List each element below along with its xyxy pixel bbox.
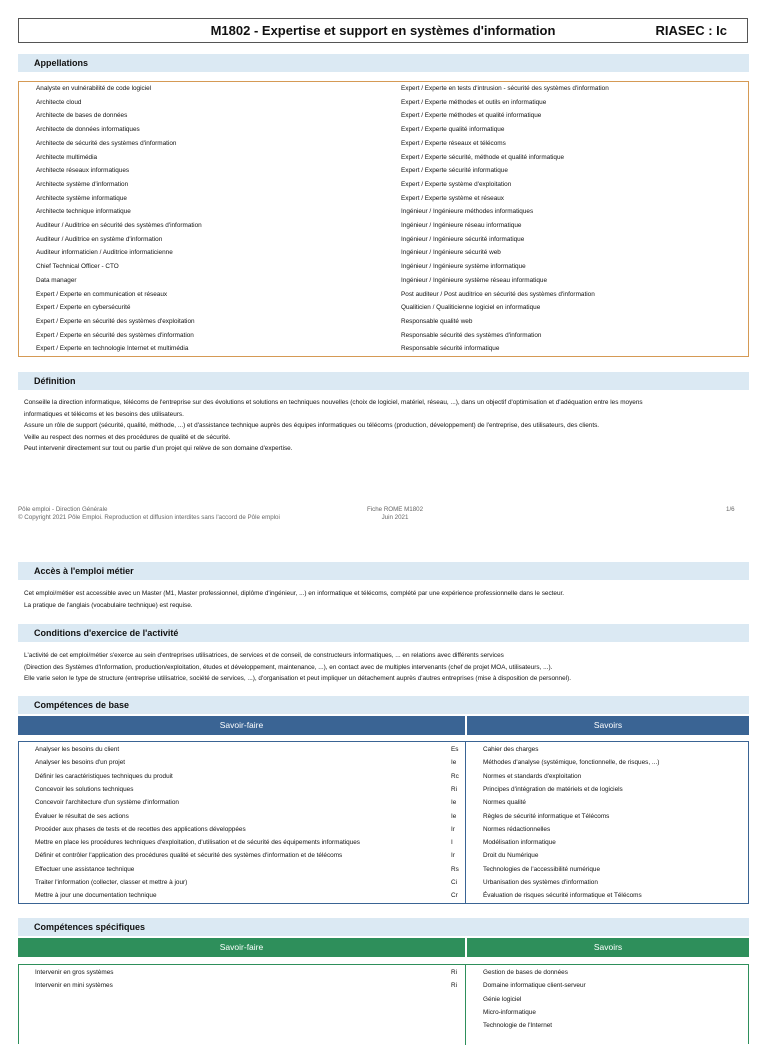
savoir-faire-item: Analyser les besoins du client — [35, 746, 120, 753]
section-definition-heading: Définition — [18, 372, 749, 390]
definition-line: informatiques et télécoms et les besoins des utilisateurs. — [24, 410, 184, 418]
spec-savoir-faire-header: Savoir-faire — [18, 938, 465, 957]
riasec-code-cell: Ri — [451, 969, 458, 976]
savoir-faire-item: Définir et contrôler l'application des procédures qualité et sécurité des systèmes d'information et de télécoms — [35, 852, 343, 860]
appellation-item: Expert / Experte en cybersécurité — [36, 304, 131, 312]
conditions-text — [24, 650, 744, 685]
savoir-item: Évaluation de risques sécurité informatique et Télécoms — [483, 892, 642, 900]
page-header — [18, 18, 748, 43]
appellations-right-column — [401, 82, 609, 356]
riasec-code-cell: Ir — [451, 825, 455, 833]
appellation-item: Ingénieur / Ingénieure système réseau informatique — [401, 276, 548, 284]
section-acces-heading: Accès à l'emploi métier — [18, 562, 749, 580]
riasec-code-cell: Ie — [451, 799, 457, 807]
riasec-code-cell: Es — [451, 746, 459, 753]
savoir-faire-item: Effectuer une assistance technique — [35, 865, 135, 873]
savoir-item: Règles de sécurité informatique et Télécoms — [483, 812, 610, 820]
section-appellations-heading: Appellations — [18, 54, 749, 72]
riasec-code-cell: Ir — [451, 852, 455, 860]
savoir-item: Normes rédactionnelles — [483, 825, 551, 833]
appellation-item: Architecte multimédia — [36, 153, 98, 161]
savoir-item: Modélisation informatique — [483, 839, 556, 847]
savoir-item: Micro-informatique — [483, 1008, 536, 1016]
savoir-item: Méthodes d'analyse (systémique, fonctionnelle, de risques, ...) — [483, 759, 660, 767]
spec-competences-table — [18, 964, 749, 1044]
acces-text — [24, 588, 744, 611]
definition-line: Peut intervenir directement sur tout ou partie d'un projet qui relève de son domaine d'expertise. — [24, 445, 293, 453]
appellation-item: Expert / Experte réseaux et télécoms — [401, 139, 506, 147]
section-conditions-heading: Conditions d'exercice de l'activité — [18, 624, 749, 642]
appellation-item: Ingénieur / Ingénieure système informatique — [401, 263, 526, 271]
riasec-code-cell: Cr — [451, 892, 458, 900]
appellation-item: Expert / Experte en tests d'intrusion - sécurité des systèmes d'information — [401, 85, 609, 92]
footer-page-number: 1/6 — [726, 506, 735, 513]
appellations-box — [18, 81, 749, 357]
savoir-faire-item: Évaluer le résultat de ses actions — [35, 812, 129, 820]
acces-line: La pratique de l'anglais (vocabulaire technique) est requise. — [24, 601, 193, 609]
appellations-left-column — [36, 82, 202, 356]
riasec-code-cell: I — [451, 839, 453, 847]
acces-line: Cet emploi/métier est accessible avec un Master (M1, Master professionnel, diplôme d'ingénieur, ...) en informatique et télécoms, complété par une expérience professionnelle dans le secteur. — [24, 590, 565, 597]
page-title: M1802 - Expertise et support en systèmes d'information — [210, 23, 556, 38]
footer-fiche: Fiche ROME M1802 — [366, 506, 424, 513]
appellation-item: Expert / Experte méthodes et qualité informatique — [401, 112, 542, 120]
savoir-item: Principes d'intégration de matériels et de logiciels — [483, 785, 623, 793]
definition-line: Conseille la direction informatique, télécoms de l'entreprise sur des évolutions et solutions en techniques nouvelles (choix de logiciel, matériel, réseau, ...), dans un objectif d'optimisation et d'adéquation entre les moyens — [24, 399, 643, 406]
riasec-code-cell: Ci — [451, 879, 458, 886]
savoir-faire-item: Mettre en place les procédures techniques d'exploitation, d'utilisation et de sécurité des équipements informatiques — [35, 839, 361, 847]
footer-left — [18, 506, 280, 521]
savoir-item: Génie logiciel — [483, 995, 522, 1003]
appellation-item: Expert / Experte méthodes et outils en informatique — [401, 98, 547, 106]
savoir-faire-item: Mettre à jour une documentation technique — [35, 892, 157, 900]
section-competences-base-heading: Compétences de base — [18, 696, 749, 714]
appellation-item: Ingénieur / Ingénieure réseau informatique — [401, 222, 522, 230]
savoir-faire-item: Procéder aux phases de tests et de recettes des applications développées — [35, 825, 246, 833]
appellation-item: Responsable qualité web — [401, 317, 473, 325]
appellation-item: Architecte réseaux informatiques — [36, 167, 130, 175]
footer-org: Pôle emploi - Direction Générale — [18, 506, 108, 513]
footer-copyright: © Copyright 2021 Pôle Emploi. Reproduction et diffusion interdites sans l'accord de Pôle emploi — [18, 513, 280, 521]
appellation-item: Ingénieur / Ingénieure sécurité web — [401, 249, 501, 257]
savoir-faire-item: Concevoir l'architecture d'un système d'information — [35, 799, 179, 807]
definition-line: Veille au respect des normes et des procédures de qualité et de sécurité. — [24, 433, 231, 441]
appellation-item: Responsable sécurité des systèmes d'information — [401, 331, 542, 339]
definition-line: Assure un rôle de support (sécurité, qualité, méthode, ...) et d'assistance technique auprès des équipes informatiques ou télécoms (production, développement) de l'entreprise, des utilisateurs, des clients. — [24, 422, 600, 430]
appellation-item: Ingénieur / Ingénieure méthodes informatiques — [401, 208, 534, 216]
savoir-item: Cahier des charges — [483, 746, 539, 753]
appellation-item: Expert / Experte système et réseaux — [401, 194, 505, 202]
appellation-item: Architecte système informatique — [36, 194, 127, 202]
savoir-item: Droit du Numérique — [483, 852, 539, 860]
savoir-faire-item: Traiter l'information (collecter, classer et mettre à jour) — [35, 879, 188, 886]
appellation-item: Chief Technical Officer - CTO — [36, 263, 119, 271]
appellation-item: Architecte de données informatiques — [36, 126, 140, 134]
conditions-line: L'activité de cet emploi/métier s'exerce au sein d'entreprises utilisatrices, de services et de conseil, de constructeurs informatiques, ... en relations avec différents services — [24, 652, 504, 659]
appellation-item: Architecte cloud — [36, 98, 82, 106]
appellation-item: Analyste en vulnérabilité de code logiciel — [36, 85, 152, 92]
savoir-faire-item: Concevoir les solutions techniques — [35, 785, 134, 793]
base-competences-table — [18, 741, 749, 904]
riasec-code: RIASEC : Ic — [655, 23, 727, 38]
conditions-line: Elle varie selon le type de structure (entreprise utilisatrice, société de services, ...), d'organisation et peut impliquer un détachement auprès d'autres entreprises (mise à disposition de personnel). — [24, 675, 571, 683]
appellation-item: Expert / Experte système d'exploitation — [401, 180, 512, 188]
footer-date: Juin 2021 — [381, 513, 409, 521]
riasec-code-cell: Ie — [451, 759, 457, 767]
savoir-faire-item: Intervenir en mini systèmes — [35, 982, 113, 990]
appellation-item: Expert / Experte en sécurité des systèmes d'exploitation — [36, 317, 195, 325]
appellation-item: Architecte système d'information — [36, 180, 129, 188]
riasec-code-cell: Rc — [451, 772, 459, 780]
appellation-item: Auditeur / Auditrice en sécurité des systèmes d'information — [36, 222, 202, 230]
appellation-item: Expert / Experte qualité informatique — [401, 126, 505, 134]
savoir-faire-item: Intervenir en gros systèmes — [35, 969, 114, 976]
appellation-item: Expert / Experte en sécurité des systèmes d'information — [36, 331, 194, 339]
savoir-item: Technologies de l'accessibilité numérique — [483, 865, 601, 873]
savoir-item: Urbanisation des systèmes d'information — [483, 879, 598, 886]
appellation-item: Architecte de sécurité des systèmes d'information — [36, 139, 177, 147]
riasec-code-cell: Ie — [451, 812, 457, 820]
conditions-line: (Direction des Systèmes d'Information, production/exploitation, études et développement, maintenance, ...), en contact avec de multiples intervenants (chef de projet MOA, utilisateurs, ...). — [24, 663, 553, 671]
savoir-item: Normes qualité — [483, 799, 526, 807]
base-savoir-faire-header: Savoir-faire — [18, 716, 465, 735]
appellation-item: Auditeur informaticien / Auditrice informaticienne — [36, 249, 173, 257]
savoir-item: Domaine informatique client-serveur — [483, 982, 586, 990]
appellation-item: Expert / Experte sécurité informatique — [401, 167, 508, 175]
appellation-item: Architecte technique informatique — [36, 208, 131, 216]
definition-text — [24, 397, 744, 455]
savoir-faire-item: Analyser les besoins d'un projet — [35, 759, 126, 767]
savoir-faire-item: Définir les caractéristiques techniques du produit — [35, 772, 173, 780]
appellation-item: Expert / Experte sécurité, méthode et qualité informatique — [401, 153, 565, 161]
spec-savoirs-header: Savoirs — [467, 938, 749, 957]
savoir-item: Normes et standards d'exploitation — [483, 772, 582, 780]
section-competences-specifiques-heading: Compétences spécifiques — [18, 918, 749, 936]
base-table-divider — [465, 742, 466, 903]
savoir-item: Gestion de bases de données — [483, 969, 568, 976]
riasec-code-cell: Ri — [451, 982, 458, 990]
appellation-item: Data manager — [36, 276, 77, 284]
appellation-item: Responsable sécurité informatique — [401, 345, 500, 353]
appellation-item: Architecte de bases de données — [36, 112, 128, 120]
appellation-item: Expert / Experte en communication et réseaux — [36, 290, 168, 298]
base-savoirs-header: Savoirs — [467, 716, 749, 735]
appellation-item: Auditeur / Auditrice en système d'information — [36, 235, 163, 243]
savoir-item: Technologie de l'Internet — [483, 1022, 553, 1030]
appellation-item: Post auditeur / Post auditrice en sécurité des systèmes d'information — [401, 290, 595, 298]
appellation-item: Qualiticien / Qualiticienne logiciel en informatique — [401, 304, 541, 312]
appellation-item: Expert / Experte en technologie Internet et multimédia — [36, 345, 189, 353]
appellation-item: Ingénieur / Ingénieure sécurité informatique — [401, 235, 525, 243]
footer-center — [360, 506, 430, 521]
riasec-code-cell: Ri — [451, 785, 458, 793]
riasec-code-cell: Rs — [451, 865, 459, 873]
spec-table-divider — [465, 965, 466, 1045]
